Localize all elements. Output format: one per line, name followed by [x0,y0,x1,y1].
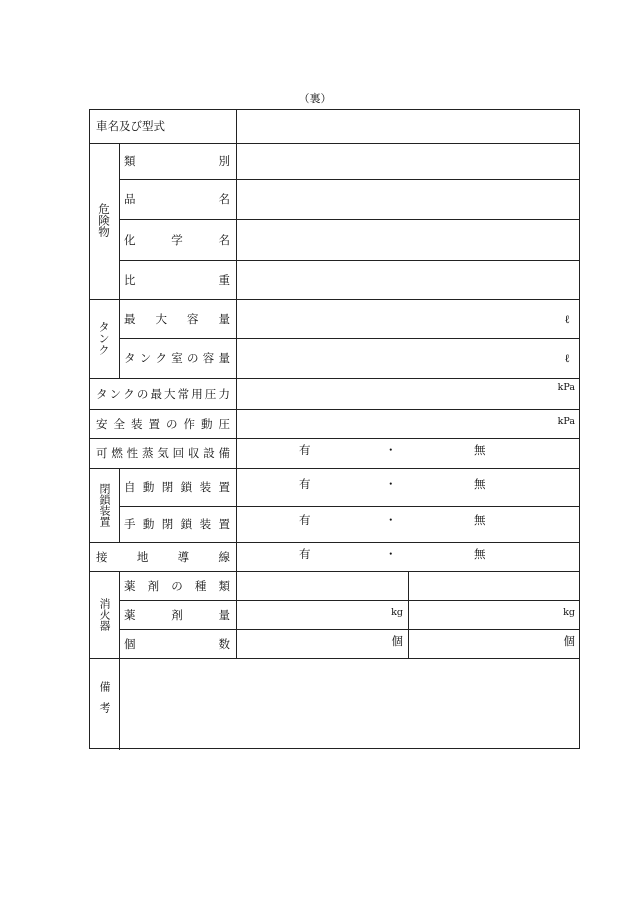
label-char: 圧 [218,416,230,431]
label-char: 力 [218,386,230,401]
vapor-recovery-label [96,438,230,468]
auto-closing-dot: ・ [385,477,397,491]
label-char: 式 [153,119,165,133]
label-char: タ [124,351,136,365]
label-char: 車 [96,119,108,133]
vehicle-name-type-label [96,110,230,142]
grounding-no[interactable]: 無 [474,547,486,561]
vapor-recovery-dot: ・ [385,443,397,457]
label-char: 置 [218,517,230,531]
label-char: 容 [187,311,199,326]
label-char: 回 [172,446,185,460]
remarks-field[interactable] [120,659,579,748]
label-char: 常 [177,386,190,401]
vapor-recovery-no[interactable]: 無 [474,443,486,457]
label-char: 最 [150,386,162,401]
label-char: 比 [124,272,136,287]
label-char: 名 [218,232,230,247]
agent-type-label [124,571,230,600]
label-char: 種 [194,578,207,593]
label-char: 名 [218,192,230,206]
label-char: 鎖 [180,517,193,531]
label-char: ク [123,386,135,401]
label-char: 用 [191,386,203,401]
closing-group-label: 閉鎖装置 [98,483,111,527]
label-char: 化 [124,232,136,247]
label-char: の [171,578,183,593]
max-capacity-unit: ℓ [564,311,570,326]
chemical-name-label [124,219,230,260]
label-char: の [166,416,178,431]
max-capacity-label [124,299,230,338]
label-char: 鎖 [180,480,193,494]
label-char: 大 [155,311,167,326]
label-char: 作 [183,416,195,431]
label-char: 全 [113,416,125,431]
vapor-recovery-yes[interactable]: 有 [299,443,311,457]
specific-gravity-label [124,260,230,299]
label-char: 装 [199,517,212,531]
auto-closing-no[interactable]: 無 [474,477,486,491]
label-char: 類 [218,578,230,593]
label-char: 燃 [111,446,123,460]
label-char: 名 [107,119,119,133]
label-char: 装 [199,480,212,494]
label-char: 導 [177,549,190,564]
label-char: 大 [164,386,176,401]
label-char: 自 [124,480,136,494]
label-char: 手 [124,517,136,531]
label-char: ン [109,386,122,401]
type-label [124,143,230,179]
label-char: 圧 [204,386,217,401]
label-char: 別 [218,154,230,168]
label-char: 安 [96,416,108,431]
auto-closing-yes[interactable]: 有 [299,477,311,491]
tank-compartment-unit: ℓ [564,351,570,365]
label-char: 動 [142,480,155,494]
label-char: 学 [171,232,183,247]
tank-group-label: タンク [97,321,111,356]
extinguisher-group-label: 消火器 [98,598,111,631]
count-unit-1: 個 [391,634,403,648]
label-char: 線 [218,549,230,564]
manual-closing-yes[interactable]: 有 [299,513,311,527]
agent-unit-2: kg [563,606,575,618]
label-char: 型 [142,119,154,133]
label-char: 動 [201,416,213,431]
label-char: 設 [203,446,215,460]
hazardous-group-label: 危険物 [97,203,111,238]
grounding-dot: ・ [385,547,397,561]
auto-closing-label [124,468,230,506]
label-char: 置 [148,416,160,431]
label-char: 量 [218,351,230,365]
safety-device-pressure-unit: kPa [557,415,575,427]
label-char: 備 [218,446,230,460]
label-char: 収 [187,446,200,460]
label-char: 量 [218,311,230,326]
label-char: 薬 [124,578,136,593]
safety-device-pressure-label [96,409,230,438]
tank-max-pressure-label [96,378,230,409]
tank-max-pressure-unit: kPa [557,381,575,393]
grounding-yes[interactable]: 有 [299,547,311,561]
remarks-label: 備考 [98,681,111,723]
agent-unit-1: kg [391,606,403,618]
agent-amount-label [124,600,230,629]
label-char: 気 [157,446,169,460]
tank-compartment-label [124,338,230,378]
manual-closing-no[interactable]: 無 [474,513,486,527]
label-char: 重 [218,272,230,287]
label-char: 室 [171,351,183,365]
label-char: 薬 [124,607,136,622]
label-char: 接 [96,549,108,564]
label-char: 量 [218,607,230,622]
label-char: 地 [136,549,149,564]
label-char: 動 [142,517,155,531]
label-char: 剤 [147,578,160,593]
label-char: 類 [124,154,136,168]
label-char: 個 [124,636,136,651]
label-char: 及 [119,119,131,133]
manual-closing-dot: ・ [385,513,397,527]
label-char: 可 [96,446,108,460]
label-char: の [187,351,199,365]
count-unit-2: 個 [563,634,575,648]
caption: （裏） [298,92,332,105]
product-name-label [124,179,230,219]
label-char: 閉 [161,480,174,494]
manual-closing-label [124,506,230,542]
label-char: 性 [126,446,139,460]
label-char: の [136,386,149,401]
label-char: 閉 [161,517,174,531]
label-char: 装 [131,416,143,431]
label-char: ク [155,351,167,365]
label-char: 数 [218,636,230,651]
count-label [124,629,230,658]
label-char: 剤 [171,607,183,622]
label-char: 置 [218,480,230,494]
grounding-label [96,542,230,571]
label-char: 最 [124,311,136,326]
label-char: ン [139,351,152,365]
label-char: び [130,119,142,133]
label-char: 蒸 [141,446,154,460]
label-char: タ [96,386,108,401]
label-char: 容 [202,351,215,365]
label-char: 品 [124,192,136,206]
